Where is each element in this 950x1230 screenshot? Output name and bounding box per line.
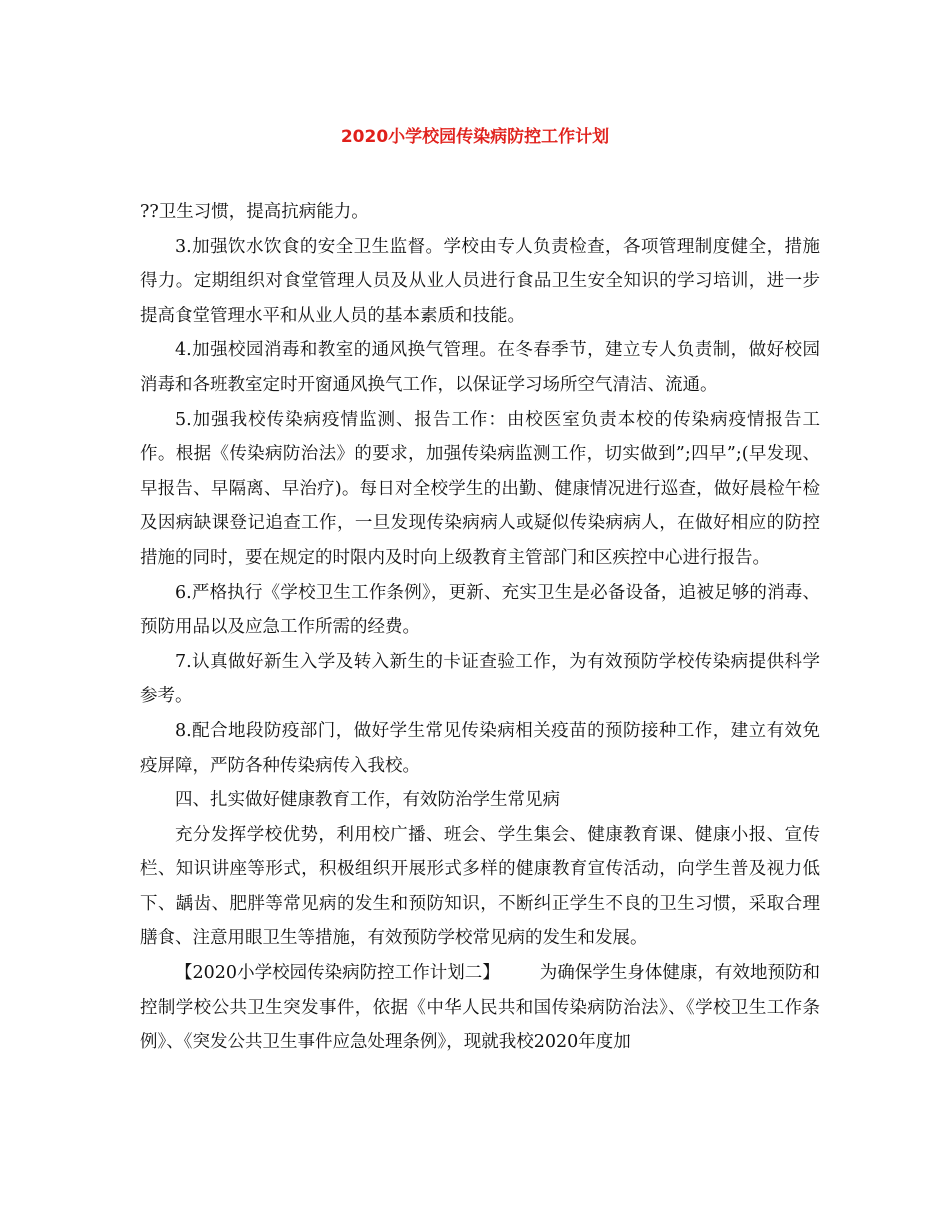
section-heading-4: 四、扎实做好健康教育工作，有效防治学生常见病 [175,790,560,811]
paragraph-continuation: ??卫生习惯，提高抗病能力。 [140,202,369,222]
paragraph-item-3: 3.加强饮水饮食的安全卫生监督。学校由专人负责检查，各项管理制度健全，措施得力。定期组织对食堂管理人员及从业人员进行食品卫生安全知识的学习培训，进一步提高食堂管理水平和从业人员的基本素质和技能。 [140,236,820,326]
document-body [140,195,820,1060]
paragraph-item-8: 8.配合地段防疫部门，做好学生常见传染病相关疫苗的预防接种工作，建立有效免疫屏障，严防各种传染病传入我校。 [140,720,820,776]
paragraph-item-6: 6.严格执行《学校卫生工作条例》，更新、充实卫生是必备设备，追被足够的消毒、预防用品以及应急工作所需的经费。 [140,582,820,638]
paragraph-plan-two [140,956,820,1060]
paragraph-item-4: 4.加强校园消毒和教室的通风换气管理。在冬春季节，建立专人负责制，做好校园消毒和各班教室定时开窗通风换气工作，以保证学习场所空气清洁、流通。 [140,340,820,395]
paragraph-item-5: 5.加强我校传染病疫情监测、报告工作：由校医室负责本校的传染病疫情报告工作。根据《传染病防治法》的要求，加强传染病监测工作，切实做到”;四早”;(早发现、早报告、早隔离、早治疗)。每日对全校学生的出勤、健康情况进行巡查，做好晨检午检及因病缺课登记追查工作，一旦发现传染病病人或疑似传染病病人，在做好相应的防控措施的同时，要在规定的时限内及时向上级教育主管部门和区疾控中心进行报告。 [140,409,820,568]
plan-two-heading: 【2020小学校园传染病防控工作计划二】 [175,963,500,984]
paragraph-item-7: 7.认真做好新生入学及转入新生的卡证查验工作，为有效预防学校传染病提供科学参考。 [140,651,820,707]
plan-two-text: 为确保学生身体健康，有效地预防和控制学校公共卫生突发事件，依据《中华人民共和国传染病防治法》、《学校卫生工作条例》、《突发公共卫生事件应急处理条例》，现就我校2020年度加 [140,963,820,1053]
paragraph-health-education: 充分发挥学校优势，利用校广播、班会、学生集会、健康教育课、健康小报、宣传栏、知识讲座等形式，积极组织开展形式多样的健康教育宣传活动，向学生普及视力低下、龋齿、肥胖等常见病的发生和预防知识，不断纠正学生不良的卫生习惯，采取合理膳食、注意用眼卫生等措施，有效预防学校常见病的发生和发展。 [140,824,820,949]
document-title: 2020小学校园传染病防控工作计划 [340,127,610,147]
